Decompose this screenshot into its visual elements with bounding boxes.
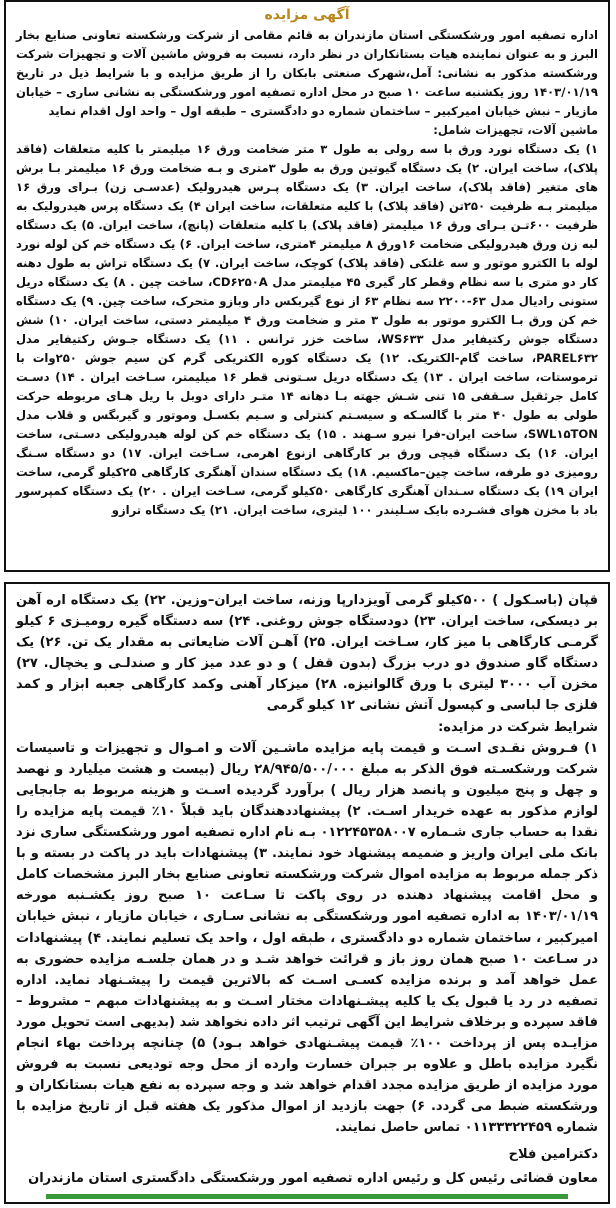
- signatory-title: معاون قضائی رئیس کل و رئیس اداره تصفیه امور ورشکستگی دادگستری استان مازندران: [28, 1170, 598, 1186]
- notice-panel-top: [4, 0, 610, 572]
- conditions-heading: شرایط شرکت در مزایده:: [438, 719, 598, 735]
- equipment-heading: ماشین آلات، تجهیزات شامل:: [433, 123, 598, 137]
- conditions-text: ۱) فـروش نقـدی اسـت و قیمت پایه مزایده ماشـین آلات و امـوال و تجهیزات و تاسیسات شرکت ورشکسـته فوق الذکر به مبلغ ۲۸/۹۴۵/۵۰۰/۰۰۰ ریال (بیست و هشت میلیارد و نهصد و چهل و پنج میلیون و پانصد هزار ریال ) برآورد گردیده اسـت و هزینه مربوط به جابجایی لوازم مذکور به عهده خریدار اسـت. ۲) پیشنهاددهندگان باید قبلاً ۱۰٪ قیمت پایه مزایده را نقدا به حساب جاری شـماره ۰۱۲۲۴۵۳۵۸۰۰۷ بـه نام اداره تصفیه امور ورشکستگی ساری نزد بانک ملی ایران واریز و ضمیمه پیشنهاد خود نمایند. ۳) پیشنهادات باید در پاکت در بسته و با ذکر جمله مربوط به مزایده اموال شرکت ورشکسته تعاونی صنایع بخار البرز مشخصات کامل و محل اقامت پیشنهاد دهنده در روی پاکت تا سـاعت ۱۰ صبح روز یکشـنبه مورخه ۱۴۰۳/۰۱/۱۹ به اداره تصفیه امور ورشکستگی به نشانی سـاری ، خیابان مازیار ، نبش خیابان امیرکبیر ، ساختمان شماره دو دادگستری ، طبقه اول ، واحد یک تسلیم نمایند. ۴) پیشنهادات در سـاعت ۱۰ صبح همان روز باز و قرائت خواهد شـد و در همان جلسـه مزایده حضوری به عمل خواهد آمد و برنده مزایده کسـی اسـت که بالاترین قیمت را پیشـنهاد نماید. اداره تصفیه در رد یا قبول یک یا کلیه پیشـنهادات مختار اسـت و به پیشنهادات مبهم – مشروط – فاقد سپرده و برخلاف شرایط این آگهی ترتیب اثر داده نخواهد شد (بدیهی است تحویل مورد مزایـده پس از پرداخت ۱۰۰٪ قیمت پیشـنهادی خواهد بـود) ۵) چنانچه پرداخت بهاء انجام نگیرد مزایده باطل و علاوه بر جبران خسارت وارده از محل وجه تودیعی نسبت به فروش مورد مزایده از طریق مزایده مجدد اقدام خواهد شد و وجه سپرده به نفع هیات بستانکاران و ورشکسته ضبط می گردد. ۶) جهت بازدید از اموال مذکور یک هفته قبل از تاریخ مزایده با شماره ۰۱۱۳۳۳۲۲۴۵۹ تماس حاصل نمایند.: [16, 740, 599, 1136]
- decorative-strip: [46, 1194, 568, 1199]
- notice-panel-bottom: [4, 582, 610, 1204]
- notice-title: آگهی مزایده: [264, 7, 350, 23]
- equipment-list-part2: قپان (باسـکول ) ۵۰۰کیلو گرمی آویزدارپا وزنه، ساخت ایران–وزین. ۲۲) یک دستگاه اره آهن بر دیسکی، ساخت ایران. ۲۳) دودستگاه جوش روغنی. ۲۴) سه دستگاه گیره رومیـزی ۶ کیلو گرمـی کارگاهی با میز کار، سـاخت ایران. ۲۵) آهـن آلات ضایعاتی به مقدار یک تن. ۲۶) یک دستگاه گاو صندوق دو درب بزرگ (بدون قفل ) و دو عدد میز کار و صندلـی و یخچال. ۲۷) مخزن آب ۳۰۰۰ لیتری با ورق گالوانیزه. ۲۸) میزکار آهنی وکمد کارگاهی جعبه ابزار و کمد فلزی جا لباسی و کپسول آتش نشانی ۱۲ کیلو گرمی: [16, 593, 599, 714]
- notice-intro: اداره تصفیه امور ورشکستگی استان مازندران به قائم مقامی از شرکت ورشکسته تعاونی صنایع بخار البرز و به عنوان نماینده هیات بستانکاران در نظر دارد، نسبت به فروش ماشین آلات و تجهیزات شرکت ورشکسته مذکور به نشانی: آمل،شهرک صنعتی بابکان را از طریق مزایده و با شرایط ذیل در تاریخ ۱۴۰۳/۰۱/۱۹ روز یکشنبه ساعت ۱۰ صبح در محل اداره تصفیه امور ورشکستگی به نشانی ساری – خیابان مازیار – نبش خیابان امیرکبیر – ساختمان شماره دو دادگستری – طبقه اول – واحد اول اقدام نماید: [16, 28, 598, 118]
- equipment-list-part1: ۱) یک دستگاه نورد ورق با سه رولی به طول ۳ متر ضخامت ورق ۱۶ میلیمتر با کلیه متعلقات (فاقد پلاک)، ساخت ایران. ۲) یک دستگاه گیوتین ورق به طول ۳متری و بـه ضخامت ورق ۱۶ میلیمتر بـا برش های متغیر (فاقد پلاک)، ساخت ایران. ۳) یک دستگاه پـرس هیدرولیک (عدسـی زن) بـرای ورق ۱۶ میلیمتر بـه ظرفیت ۲۵۰تن (فاقد پلاک) با کلیه متعلقات، ساخت ایران ۴) یک دستگاه پرس هیدرولیک به ظرفیت ۶۰۰تـن بـرای ورق ۱۶ میلیمتر (فاقد پلاک) با کلیه متعلقات (پانچ)، ساخت ایران. ۵) یک دستگاه لبه زن ورق هیدرولیکی ضخامت ۱۶ورق ۸ میلیمتر ۴متری، ساخت ایران. ۶) یک دستگاه خم کن لوله نورد لوله با الکترو موتور و سه غلتکی (فاقد پلاک) کوچک، ساخت ایران. ۷) یک دستگاه تراش به طول دهنه کار دو متری با سه نظام وقطر کار گیری ۴۵ میلیمتر مدل CD۶۲۵۰A، ساخت چین . ۸) یک دستگاه دریل ستونی رادیال مدل ۶۳-۲۲۰۰ سه نظام ۶۳ از نوع گیربکس دار وبازو متحرک، ساخت چین. ۹) یک دستگاه خم کن ورق بـا الکترو موتور به طول ۳ متر و ضخامت ورق ۴ میلیمتر دستی، ساخت ایران. ۱۰) شش دستگاه جوش رکتیفایر مدل WS۶۳۳، ساخت خزر ترانس . ۱۱) یک دستگاه جـوش رکتیفایر مدل PAREL۶۳۲، ساخت گام-الکتریک. ۱۲) یک دستگاه کوره الکتریکی گرم کن سیم جوش ۲۵۰وات با ترموستات، ساخت ایران . ۱۳) یک دستگاه دریل سـتونی قطر ۱۶ میلیمتر، سـاخت ایران . ۱۴) دسـت کامل جرثقیل سـقفی ۱۵ تنی شـش جهته بـا دهانه ۱۴ متـر دارای دوبل با ریل هـای مربوطه حرکت طولی به طول ۴۰ متر با گالسـکه و سیسـتم کنترلی و سـیم بکسـل وموتور و گیربگس و قلاب مدل SWL۱۵TON، ساخت ایران-فرا نیرو سـهند . ۱۵) یک دستگاه خم کن لوله هیدرولیکی دسـتی، ساخت ایران. ۱۶) یک دستگاه قیچی ورق بر کارگاهی ازنوع اهرمی، سـاخت ایران. ۱۷) دو دستگاه سـنگ رومیزی دو طرفه، ساخت چین–ماکسیم. ۱۸) یک دستگاه سندان آهنگری کارگاهی ۲۵کیلو گرمی، ساخت ایران ۱۹) یک دستگاه سـندان آهنگری کارگاهی ۵۰کیلو گرمی، سـاخت ایران . ۲۰) یک دستگاه کمپرسور باد با مخزن هوای فشـرده بایک سـلیندر ۱۰۰ لیتری، ساخت ایران. ۲۱) یک دستگاه ترازو: [16, 142, 599, 517]
- signatory-name: دکترامین فلاح: [508, 1147, 598, 1163]
